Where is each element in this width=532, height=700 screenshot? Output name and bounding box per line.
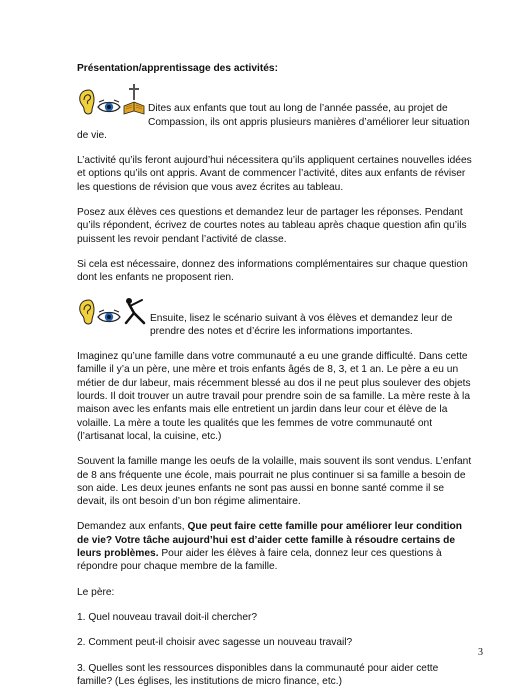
task-bold-text: Que peut faire cette famille pour améliorer leur condition de vie? Votre tâche aujourd’hui est d’aider cette famille à résoudre certains de leurs problèmes. bbox=[77, 521, 462, 560]
section-2-para-1: Ensuite, lisez le scénario suivant à vos élèves et demandez leur de prendre des notes et d’écrire les informations importantes. bbox=[150, 312, 453, 337]
eye-icon bbox=[96, 308, 122, 326]
eye-icon bbox=[96, 98, 122, 116]
section-1 bbox=[77, 84, 472, 284]
ear-icon bbox=[77, 88, 96, 116]
page-number: 3 bbox=[478, 647, 483, 658]
section-1-para-4: Si cela est nécessaire, donnez des informations complémentaires sur chaque question dont les enfants ne proposent rien. bbox=[77, 258, 468, 284]
question-3: 3. Quelles sont les ressources disponibles dans la communauté pour aider cette famille? (Les églises, les institutions de micro finance, etc.) bbox=[77, 662, 439, 687]
section-1-para-3: Posez aux élèves ces questions et demandez leur de partager les réponses. Pendant qu’ils répondent, écrivez de courtes notes au tableau après chaque question afin qu’ils puissent les revoir pendant l’activité de classe. bbox=[77, 207, 467, 245]
scenario-para-3 bbox=[77, 520, 472, 573]
ear-icon bbox=[77, 298, 96, 326]
question-1: 1. Quel nouveau travail doit-il chercher? bbox=[77, 611, 258, 623]
instruction-text: Pour aider les élèves à faire cela, donnez leur ces questions à répondre pour chaque membre de la famille. bbox=[77, 548, 442, 573]
section-heading: Présentation/apprentissage des activités: bbox=[77, 63, 278, 74]
page-content bbox=[77, 62, 472, 700]
question-2: 2. Comment peut-il choisir avec sagesse un nouveau travail? bbox=[77, 637, 353, 649]
stretching-person-icon bbox=[122, 296, 148, 326]
section-2-icons bbox=[77, 296, 148, 326]
section-2 bbox=[77, 294, 472, 574]
scenario-para-2: Souvent la famille mange les oeufs de la volaille, mais souvent ils sont vendus. L’enfant de 8 ans fréquente une école, mais pourrait ne plus continuer si sa famille a besoin de son aide. Les deux jeunes enfants ne sont pas aussi en bonne santé comme il se devait, ils ont besoin d’un bon régime alimentaire. bbox=[77, 456, 472, 508]
section-1-para-1: Dites aux enfants que tout au long de l’année passée, au projet de Compassion, ils ont appris plusieurs manières d’améliorer leur situation de vie. bbox=[77, 103, 470, 141]
bible-with-cross-icon bbox=[122, 84, 146, 116]
section-1-para-2: L’activité qu’ils feront aujourd’hui nécessitera qu’ils appliquent certaines nouvelles idées et options qu’ils ont appris. Avant de commencer l’activité, dites aux enfants de réviser les questions de révision que vous avez écrites au tableau. bbox=[77, 155, 472, 193]
ask-text: Demandez aux enfants, bbox=[77, 521, 188, 533]
father-label: Le père: bbox=[77, 586, 115, 598]
scenario-para-1: Imaginez qu’une famille dans votre communauté a eu une grande difficulté. Dans cette famille il y’a un père, une mère et trois enfants âgés de 8, 3, et 1 an. Le père a eu un métier de dur labeur, mais récemment blessé au dos il ne peut plus soulever des objets lourds. Il doit trouver un autre travail pour prendre soin de sa famille. La mère reste à la maison avec les enfants mais elle entretient un jardin dans leur cour et élève de la volaille. La mère a toute les qualités que les femmes de votre communauté ont (l’artisanat local, la cuisine, etc.) bbox=[77, 351, 471, 442]
section-1-icons bbox=[77, 86, 146, 116]
